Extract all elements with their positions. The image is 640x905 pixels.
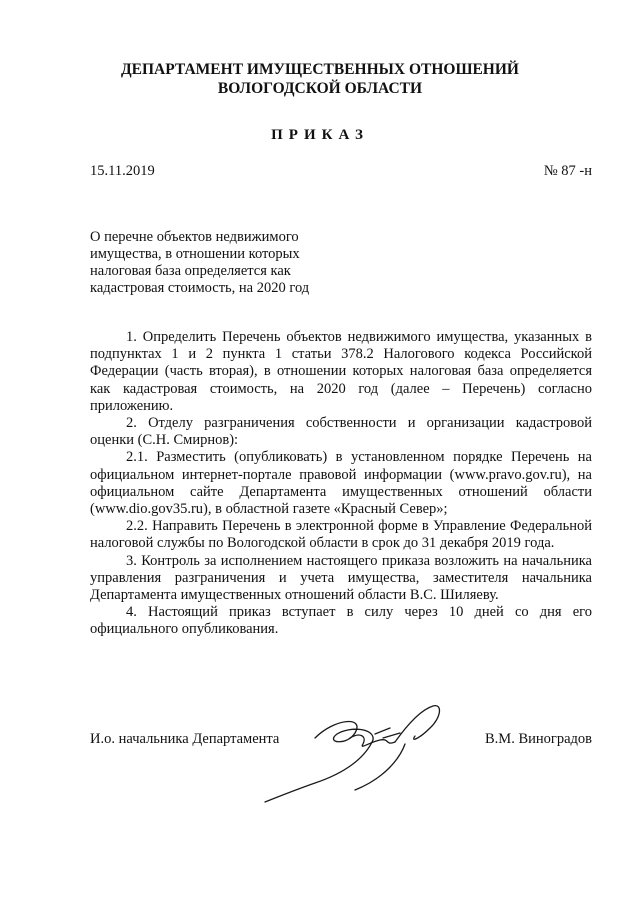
paragraph-2: 2. Отделу разграничения собственности и организации кадастровой оценки (С.Н. Смирнов): — [90, 415, 592, 449]
paragraph-3: 3. Контроль за исполнением настоящего приказа возложить на начальника управления разграничения и учета имущества, заместителя начальника Департамента имущественных отношений области В.С. Шиляеву. — [90, 552, 592, 604]
header-line-2: ВОЛОГОДСКОЙ ОБЛАСТИ — [217, 80, 423, 97]
document-number: № 87 -н — [543, 163, 592, 179]
header-line-1: ДЕПАРТАМЕНТ ИМУЩЕСТВЕННЫХ ОТНОШЕНИЙ — [121, 61, 519, 78]
signatory-name: В.М. Виноградов — [485, 731, 592, 747]
subject-line: кадастровая стоимость, на 2020 год — [90, 280, 310, 296]
paragraph-2-1: 2.1. Разместить (опубликовать) в установленном порядке Перечень на официальном интернет-портале правовой информации (www.pravo.gov.ru), на официальном сайте Департамента имущественных отношений области (www.dio.gov35.ru), в областной газете «Красный Север»; — [90, 449, 592, 518]
department-header — [0, 60, 640, 98]
document-subject — [90, 229, 350, 297]
paragraph-4: 4. Настоящий приказ вступает в силу через 10 дней со дня его официального опубликования. — [90, 604, 592, 638]
subject-line: имущества, в отношении которых — [90, 246, 300, 262]
signatory-title: И.о. начальника Департамента — [90, 731, 280, 747]
handwritten-signature — [255, 698, 455, 808]
document-date: 15.11.2019 — [90, 163, 155, 179]
subject-line: О перечне объектов недвижимого — [90, 229, 299, 245]
document-type-title: ПРИКАЗ — [271, 127, 369, 143]
paragraph-2-2: 2.2. Направить Перечень в электронной форме в Управление Федеральной налоговой службы по Вологодской области в срок до 31 декабря 2019 года. — [90, 518, 592, 552]
subject-line: налоговая база определяется как — [90, 263, 291, 279]
paragraph-1: 1. Определить Перечень объектов недвижимого имущества, указанных в подпунктах 1 и 2 пункта 1 статьи 378.2 Налогового кодекса Российской Федерации (часть вторая), в отношении которых налоговая база определяется как кадастровая стоимость, на 2020 год (далее – Перечень) согласно приложению. — [90, 329, 592, 414]
document-body — [90, 329, 592, 639]
